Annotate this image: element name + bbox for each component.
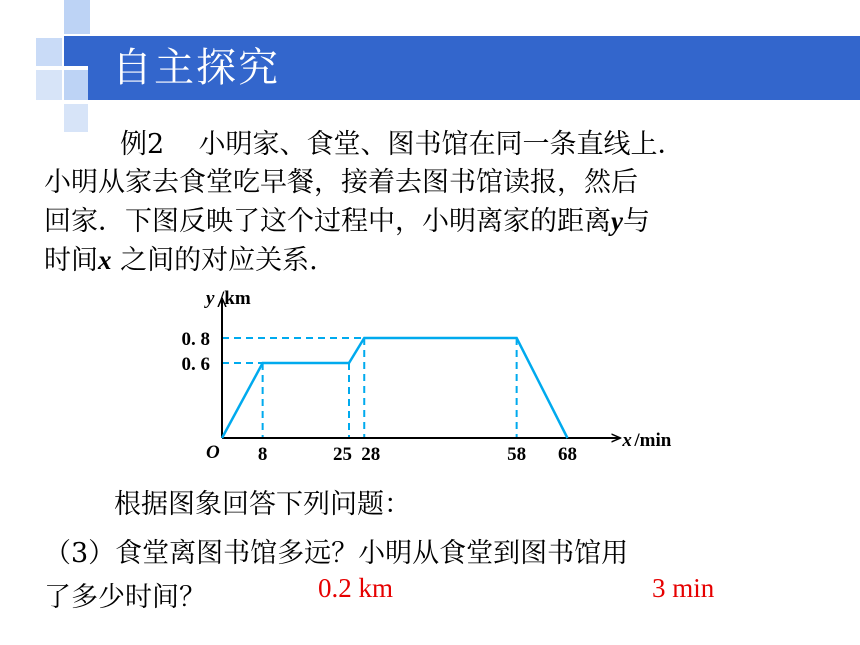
- x-tick-label: 68: [557, 444, 577, 465]
- problem-line-3a: 回家．下图反映了这个过程中，小明离家的距离: [44, 206, 611, 237]
- page-title: 自主探究: [112, 45, 280, 91]
- question-3-line-1: （3）食堂离图书馆多远？小明从食堂到图书馆用: [44, 538, 629, 569]
- origin-label: O: [206, 442, 220, 463]
- answer-distance: 0.2 km: [318, 573, 394, 603]
- var-x: x: [98, 245, 112, 275]
- x-tick-label: 58: [507, 444, 527, 465]
- x-tick-label: 8: [257, 444, 268, 465]
- y-axis-var: y: [206, 288, 215, 309]
- problem-line-1: 小明家、食堂、图书馆在同一条直线上．: [198, 129, 685, 160]
- problem-line-4b: 之间的对应关系.: [111, 245, 318, 276]
- guide-lines: [222, 338, 517, 438]
- question-3-line-2: 了多少时间？: [44, 582, 206, 613]
- x-tick-label: 28: [361, 444, 381, 465]
- deco-square: [36, 70, 62, 100]
- distance-series-line: [222, 338, 567, 438]
- answer-time: 3 min: [652, 573, 715, 603]
- y-tick-label: 0. 6: [181, 354, 210, 375]
- question-3: [44, 532, 844, 620]
- x-tick-label: 25: [333, 444, 352, 465]
- var-y: y: [611, 206, 623, 236]
- problem-text: [44, 126, 834, 280]
- distance-time-chart: [160, 280, 700, 470]
- x-axis-unit: /min: [634, 430, 672, 451]
- problem-line-3b: 与: [622, 206, 650, 237]
- y-axis-unit: /km: [219, 288, 251, 309]
- deco-square: [64, 70, 88, 100]
- deco-square: [36, 38, 62, 66]
- problem-line-2: 小明从家去食堂吃早餐，接着去图书馆读报，然后: [44, 167, 638, 198]
- y-tick-label: 0. 8: [181, 329, 210, 350]
- x-axis-var: x: [622, 430, 632, 451]
- problem-line-4a: 时间: [44, 245, 98, 276]
- deco-square: [64, 0, 90, 34]
- deco-square: [64, 36, 88, 66]
- question-intro: 根据图象回答下列问题：: [114, 489, 411, 520]
- problem-label: 例2: [120, 129, 165, 160]
